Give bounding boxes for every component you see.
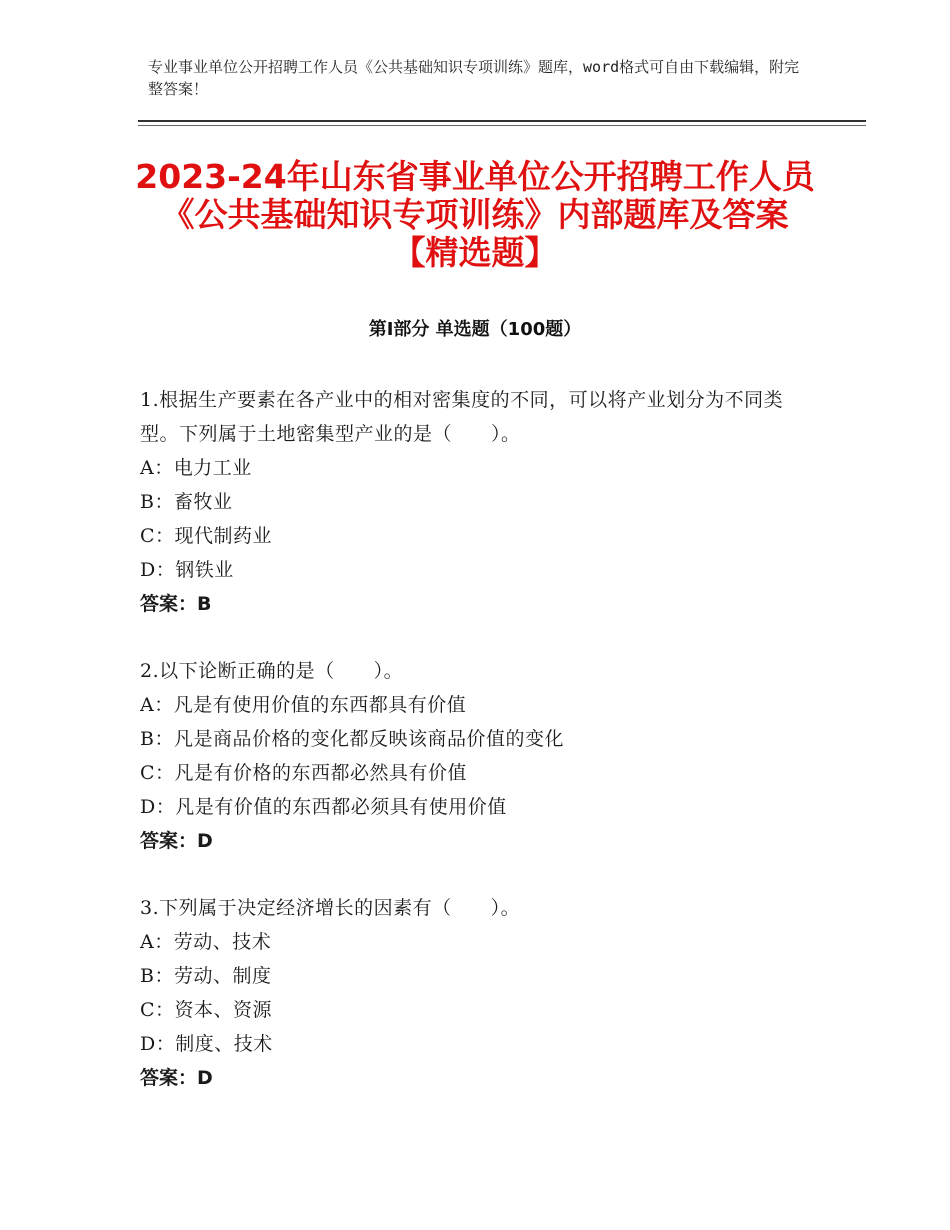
header-divider-thin (138, 125, 866, 126)
answer-line: 答案：D (140, 830, 213, 852)
header-note: 专业事业单位公开招聘工作人员《公共基础知识专项训练》题库，word格式可自由下载编辑，附完整答案！ (148, 58, 800, 98)
option-d: D：凡是有价值的东西都必须具有使用价值 (140, 796, 507, 818)
question-3 (140, 891, 820, 1095)
option-b: B：劳动、制度 (140, 965, 272, 987)
header-divider-thick (138, 120, 866, 122)
question-2 (140, 654, 820, 858)
question-stem: 2.以下论断正确的是（ ）。 (140, 660, 404, 682)
option-b: B：凡是商品价格的变化都反映该商品价值的变化 (140, 728, 564, 750)
section-heading: 第Ⅰ部分 单选题（100题） (368, 319, 582, 340)
question-stem: 1.根据生产要素在各产业中的相对密集度的不同，可以将产业划分为不同类型。下列属于土地密集型产业的是（ ）。 (140, 389, 784, 445)
document-title: 2023-24年山东省事业单位公开招聘工作人员《公共基础知识专项训练》内部题库及答案【精选题】 (135, 157, 815, 272)
option-a: A：劳动、技术 (140, 931, 272, 953)
option-a: A：电力工业 (140, 457, 252, 479)
option-c: C：现代制药业 (140, 525, 273, 547)
option-d: D：钢铁业 (140, 559, 234, 581)
question-stem: 3.下列属于决定经济增长的因素有（ ）。 (140, 897, 521, 919)
question-list (140, 383, 820, 1128)
answer-line: 答案：B (140, 593, 212, 615)
option-d: D：制度、技术 (140, 1033, 273, 1055)
answer-line: 答案：D (140, 1067, 213, 1089)
question-1 (140, 383, 820, 621)
option-b: B：畜牧业 (140, 491, 233, 513)
option-c: C：资本、资源 (140, 999, 273, 1021)
option-a: A：凡是有使用价值的东西都具有价值 (140, 694, 467, 716)
option-c: C：凡是有价格的东西都必然具有价值 (140, 762, 468, 784)
